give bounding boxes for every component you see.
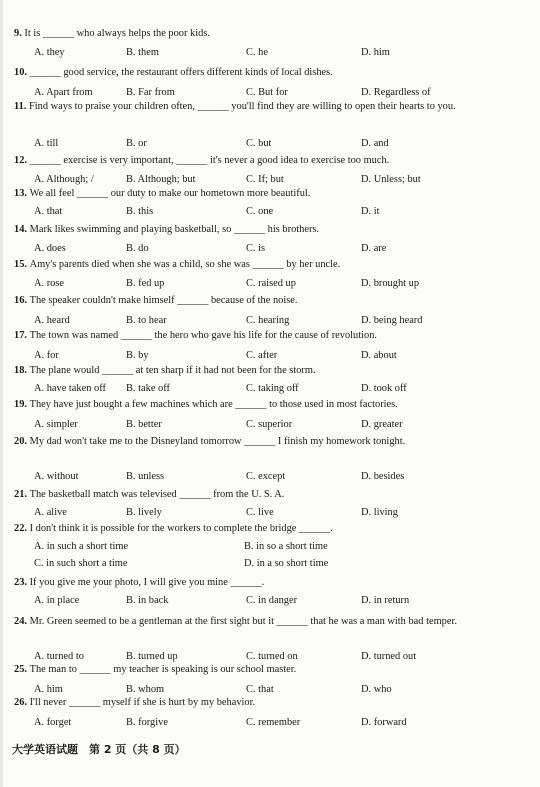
option-c: C. one <box>246 206 274 217</box>
question-9 <box>14 27 526 40</box>
option-b: B. unless <box>126 471 165 482</box>
option-d: D. are <box>361 243 387 254</box>
question-number: 9. <box>14 28 25 39</box>
option-a: A. alive <box>34 507 67 518</box>
option-row <box>34 557 514 570</box>
question-14 <box>14 223 526 236</box>
question-number: 12. <box>14 155 30 166</box>
option-b: B. turned up <box>126 651 178 662</box>
option-b: B. whom <box>126 684 165 695</box>
question-18 <box>14 364 526 377</box>
option-a: A. for <box>34 350 59 361</box>
option-row <box>34 650 514 663</box>
question-stem: The man to ______ my teacher is speaking is our school master. <box>29 664 297 675</box>
question-number: 14. <box>14 224 30 235</box>
question-number: 10. <box>14 67 30 78</box>
option-row <box>34 46 514 59</box>
question-stem: Amy's parents died when she was a child, so she was ______ by her uncle. <box>29 259 341 270</box>
option-a: A. till <box>34 138 59 149</box>
option-row <box>34 242 514 255</box>
option-d: D. him <box>361 47 390 58</box>
option-c: C. in danger <box>246 595 298 606</box>
option-row <box>34 382 514 395</box>
option-row <box>34 137 514 150</box>
option-c: C. raised up <box>246 278 296 289</box>
option-a: A. in such a short time <box>34 541 129 552</box>
option-a: A. have taken off <box>34 383 106 394</box>
option-d: D. turned out <box>361 651 417 662</box>
option-b: B. fed up <box>126 278 165 289</box>
option-c: C. after <box>246 350 278 361</box>
option-a: A. Although; / <box>34 174 94 185</box>
question-number: 17. <box>14 330 30 341</box>
option-c: C. live <box>246 507 274 518</box>
option-c: C. that <box>246 684 274 695</box>
question-26 <box>14 696 526 709</box>
question-19 <box>14 398 526 411</box>
question-25 <box>14 663 526 676</box>
question-stem: The plane would ______ at ten sharp if it had not been for the storm. <box>29 365 316 376</box>
option-d: D. it <box>361 206 380 217</box>
question-stem: We all feel ______ our duty to make our hometown more beautiful. <box>29 188 311 199</box>
option-d: D. greater <box>361 419 403 430</box>
option-b: B. Far from <box>126 87 175 98</box>
option-c: C. But for <box>246 87 288 98</box>
option-a: A. without <box>34 471 79 482</box>
question-number: 16. <box>14 295 30 306</box>
question-stem: I don't think it is possible for the workers to complete the bridge ______. <box>29 523 333 534</box>
question-13 <box>14 187 526 200</box>
option-b: B. to hear <box>126 315 167 326</box>
option-b: B. this <box>126 206 154 217</box>
question-number: 20. <box>14 436 30 447</box>
question-stem: If you give me your photo, I will give you mine ______. <box>29 577 265 588</box>
option-row <box>34 683 514 696</box>
question-22 <box>14 522 526 535</box>
option-b: B. do <box>126 243 149 254</box>
question-stem: ______ good service, the restaurant offers different kinds of local dishes. <box>29 67 333 78</box>
question-16 <box>14 294 526 307</box>
question-23 <box>14 576 526 589</box>
question-11 <box>14 99 526 115</box>
option-a: A. him <box>34 684 63 695</box>
option-c: C. superior <box>246 419 293 430</box>
option-c: C. hearing <box>246 315 290 326</box>
option-row <box>34 86 514 99</box>
question-number: 13. <box>14 188 30 199</box>
option-c: C. is <box>246 243 266 254</box>
option-c: C. If; but <box>246 174 284 185</box>
option-a: A. they <box>34 47 65 58</box>
option-d: D. Unless; but <box>361 174 421 185</box>
question-number: 19. <box>14 399 30 410</box>
question-number: 15. <box>14 259 30 270</box>
option-row <box>34 506 514 519</box>
option-c: C. turned on <box>246 651 298 662</box>
option-d: D. living <box>361 507 398 518</box>
question-stem: Mr. Green seemed to be a gentleman at the first sight but it ______ that he was a man with bad temper. <box>29 616 457 627</box>
option-b: B. or <box>126 138 147 149</box>
option-c: C. he <box>246 47 268 58</box>
question-number: 18. <box>14 365 30 376</box>
option-a: A. forget <box>34 717 72 728</box>
question-stem: The basketball match was televised ______ from the U. S. A. <box>29 489 285 500</box>
option-d: D. and <box>361 138 389 149</box>
option-c: C. in such short a time <box>34 558 128 569</box>
option-a: A. Apart from <box>34 87 93 98</box>
question-20 <box>14 433 526 451</box>
option-row <box>34 594 514 607</box>
option-b: B. Although; but <box>126 174 196 185</box>
option-row <box>34 314 514 327</box>
option-row <box>34 716 514 729</box>
option-d: D. Regardless of <box>361 87 431 98</box>
option-b: B. lively <box>126 507 162 518</box>
option-c: C. taking off <box>246 383 299 394</box>
option-c: C. remember <box>246 717 301 728</box>
page-footer: 大学英语试题 第 2 页（共 8 页） <box>12 743 186 756</box>
question-stem: ______ exercise is very important, ______ it's never a good idea to exercise too much. <box>29 155 390 166</box>
option-d: D. about <box>361 350 397 361</box>
question-stem: They have just bought a few machines which are ______ to those used in most factories. <box>29 399 398 410</box>
option-d: D. who <box>361 684 392 695</box>
option-b: B. in so a short time <box>244 541 328 552</box>
question-21 <box>14 488 526 501</box>
option-row <box>34 173 514 186</box>
question-stem: Find ways to praise your children often, ______ you'll find they are willing to open their hearts to you. <box>29 101 456 112</box>
option-d: D. being heard <box>361 315 423 326</box>
option-d: D. in a so short time <box>244 558 329 569</box>
question-17 <box>14 329 526 342</box>
option-row <box>34 540 514 553</box>
question-number: 25. <box>14 664 30 675</box>
option-row <box>34 470 514 483</box>
option-row <box>34 205 514 218</box>
question-number: 26. <box>14 697 30 708</box>
question-stem: It is ______ who always helps the poor kids. <box>24 28 210 39</box>
option-a: A. does <box>34 243 66 254</box>
option-row <box>34 418 514 431</box>
option-b: B. by <box>126 350 149 361</box>
question-12 <box>14 154 526 167</box>
option-a: A. in place <box>34 595 80 606</box>
option-a: A. simpler <box>34 419 78 430</box>
question-stem: I'll never ______ myself if she is hurt by my behavior. <box>29 697 256 708</box>
option-row <box>34 277 514 290</box>
question-stem: The town was named ______ the hero who gave his life for the cause of revolution. <box>29 330 378 341</box>
question-number: 22. <box>14 523 30 534</box>
question-stem: The speaker couldn't make himself ______ because of the noise. <box>29 295 298 306</box>
question-stem: My dad won't take me to the Disneyland tomorrow ______ I finish my homework tonight. <box>29 436 406 447</box>
question-number: 11. <box>14 101 30 112</box>
question-10 <box>14 66 526 79</box>
option-b: B. in back <box>126 595 169 606</box>
option-a: A. rose <box>34 278 65 289</box>
option-a: A. turned to <box>34 651 84 662</box>
question-number: 21. <box>14 489 30 500</box>
option-c: C. but <box>246 138 272 149</box>
option-d: D. besides <box>361 471 405 482</box>
page-edge-shadow <box>0 0 3 787</box>
option-d: D. took off <box>361 383 407 394</box>
question-number: 23. <box>14 577 30 588</box>
question-number: 24. <box>14 616 30 627</box>
question-24 <box>14 614 526 630</box>
option-d: D. brought up <box>361 278 420 289</box>
option-a: A. that <box>34 206 63 217</box>
option-d: D. in return <box>361 595 410 606</box>
option-b: B. them <box>126 47 159 58</box>
option-c: C. except <box>246 471 286 482</box>
question-stem: Mark likes swimming and playing basketball, so ______ his brothers. <box>29 224 320 235</box>
option-a: A. heard <box>34 315 70 326</box>
option-b: B. better <box>126 419 162 430</box>
option-d: D. forward <box>361 717 407 728</box>
question-15 <box>14 258 526 271</box>
option-row <box>34 349 514 362</box>
option-b: B. forgive <box>126 717 168 728</box>
option-b: B. take off <box>126 383 170 394</box>
